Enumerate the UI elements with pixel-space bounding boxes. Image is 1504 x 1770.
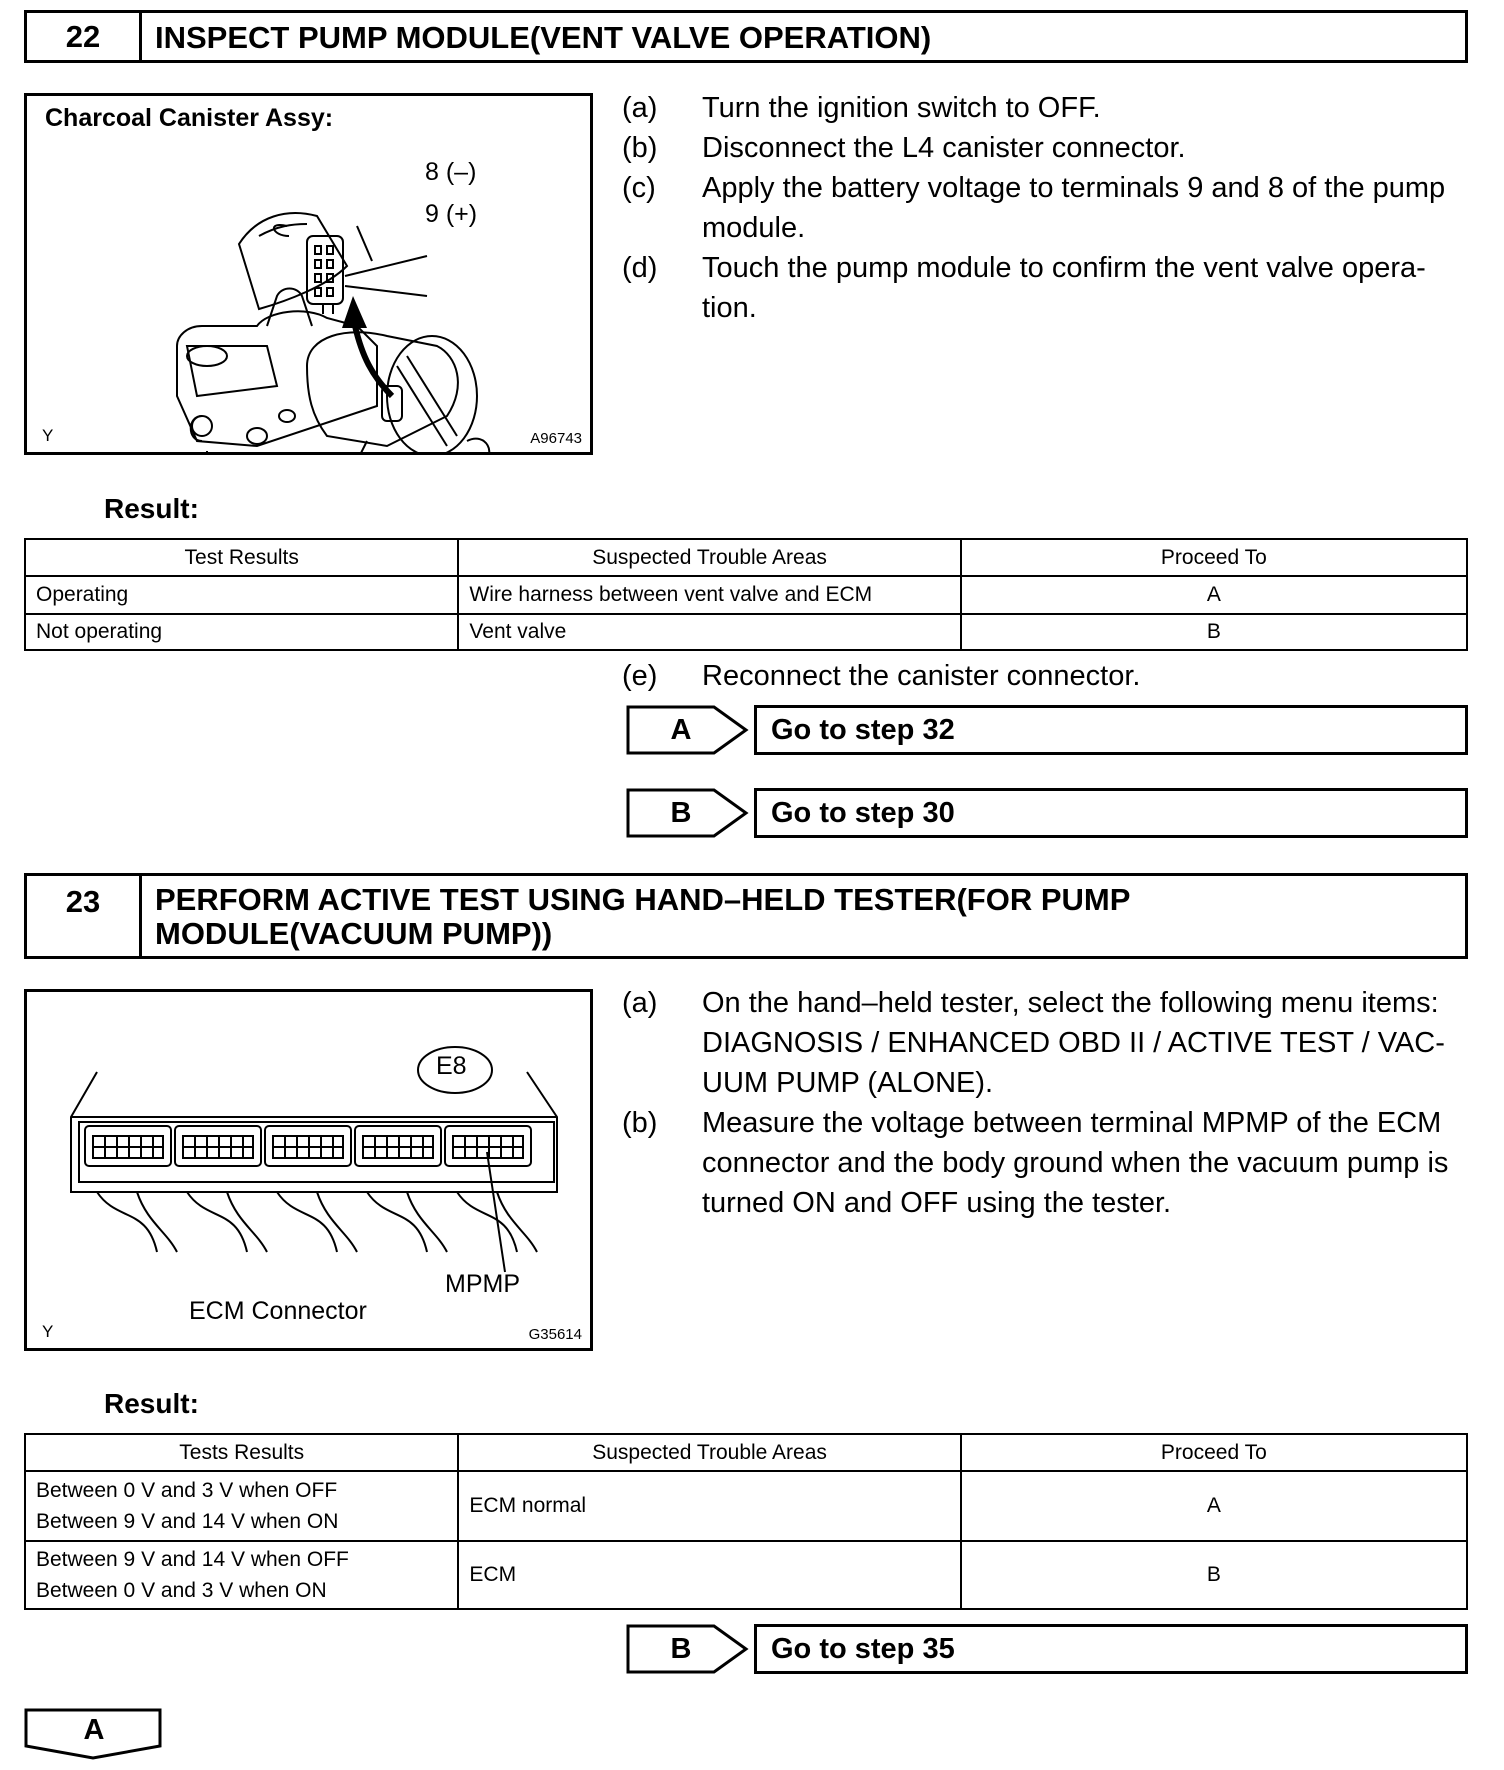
- table-cell: ECM: [458, 1541, 960, 1609]
- canister-illustration: [27, 96, 590, 452]
- instruction-label: (a): [622, 92, 658, 124]
- step-22-instructions: [622, 88, 1472, 328]
- table-cell: [25, 1541, 458, 1609]
- instruction-label: (b): [622, 132, 658, 164]
- step-title-line: MODULE(VACUUM PUMP)): [155, 916, 553, 951]
- table-row: [25, 1541, 1467, 1609]
- result-line: Between 0 V and 3 V when OFF: [36, 1479, 338, 1502]
- instruction-item: [622, 168, 1472, 248]
- goto-letter: B: [670, 796, 692, 829]
- instruction-item: [622, 248, 1472, 328]
- table-header: Suspected Trouble Areas: [458, 539, 960, 576]
- result-line: Between 0 V and 3 V when ON: [36, 1579, 327, 1602]
- table-header: Suspected Trouble Areas: [458, 1434, 960, 1471]
- step-number: 22: [27, 13, 142, 60]
- table-row: [25, 1471, 1467, 1541]
- step-22-final-instruction: [622, 656, 1472, 696]
- step-23-result-table: [24, 1433, 1468, 1610]
- terminal-label: MPMP: [445, 1270, 520, 1298]
- step-22-result-table: [24, 538, 1468, 651]
- continue-letter: A: [83, 1714, 105, 1746]
- instruction-item: [622, 983, 1472, 1103]
- table-cell: ECM normal: [458, 1471, 960, 1541]
- step-23-instructions: [622, 983, 1472, 1223]
- figure-code: A96743: [530, 430, 582, 447]
- step-title: INSPECT PUMP MODULE(VENT VALVE OPERATION): [155, 20, 932, 55]
- figure-corner-mark: Y: [42, 426, 54, 445]
- instruction-item: [622, 88, 1472, 128]
- goto-letter: A: [670, 713, 692, 746]
- table-cell: A: [961, 576, 1467, 614]
- result-line: Between 9 V and 14 V when ON: [36, 1510, 339, 1533]
- instruction-item: [622, 128, 1472, 168]
- table-cell: A: [961, 1471, 1467, 1541]
- instruction-item: [622, 1103, 1472, 1223]
- table-cell: Vent valve: [458, 614, 960, 650]
- figure-corner-mark: Y: [42, 1322, 54, 1341]
- instruction-text: Turn the ignition switch to OFF.: [702, 92, 1101, 124]
- goto-step-35[interactable]: [626, 1624, 1468, 1674]
- ecm-connector-figure: [24, 989, 593, 1351]
- step-title-line: PERFORM ACTIVE TEST USING HAND–HELD TESTER(FOR PUMP: [155, 882, 1131, 917]
- instruction-label: (e): [622, 660, 658, 692]
- connector-id: E8: [436, 1052, 467, 1080]
- table-row: [25, 576, 1467, 614]
- figure-title: Charcoal Canister Assy:: [45, 104, 334, 132]
- instruction-text: On the hand–held tester, select the following menu items: DIAGNOSIS / ENHANCED OBD II / ACTIVE TEST / VAC-UUM PUMP (ALONE).: [702, 987, 1445, 1099]
- table-cell: Not operating: [25, 614, 458, 650]
- table-header-row: [25, 1434, 1467, 1471]
- goto-text: Go to step 30: [754, 788, 1468, 838]
- instruction-label: (b): [622, 1107, 658, 1139]
- goto-step-30[interactable]: [626, 788, 1468, 838]
- goto-letter: B: [670, 1632, 692, 1665]
- instruction-text: Measure the voltage between terminal MPMP of the ECM connector and the body ground when the vacuum pump is turned ON and OFF using the tester.: [702, 1107, 1449, 1219]
- table-cell: Operating: [25, 576, 458, 614]
- terminal-8-label: 8 (–): [425, 158, 477, 186]
- table-header: Test Results: [25, 539, 458, 576]
- table-cell: [25, 1471, 458, 1541]
- instruction-text: Apply the battery voltage to terminals 9 and 8 of the pump module.: [702, 172, 1446, 244]
- figure-code: G35614: [528, 1326, 582, 1343]
- table-cell: B: [961, 1541, 1467, 1609]
- figure-caption: ECM Connector: [189, 1297, 367, 1325]
- instruction-label: (d): [622, 252, 658, 284]
- instruction-label: (c): [622, 172, 656, 204]
- table-header: Proceed To: [961, 539, 1467, 576]
- instruction-text: Disconnect the L4 canister connector.: [702, 132, 1186, 164]
- step-number: 23: [27, 876, 142, 956]
- goto-text: Go to step 35: [754, 1624, 1468, 1674]
- step-23-header: [24, 873, 1468, 959]
- result-label: Result:: [104, 1388, 199, 1419]
- table-cell: B: [961, 614, 1467, 650]
- continue-a-marker[interactable]: [24, 1708, 164, 1760]
- result-line: Between 9 V and 14 V when OFF: [36, 1548, 349, 1571]
- charcoal-canister-figure: [24, 93, 593, 455]
- instruction-text: Reconnect the canister connector.: [702, 660, 1141, 692]
- table-cell: Wire harness between vent valve and ECM: [458, 576, 960, 614]
- result-label: Result:: [104, 493, 199, 524]
- table-header: Tests Results: [25, 1434, 458, 1471]
- goto-step-32[interactable]: [626, 705, 1468, 755]
- terminal-9-label: 9 (+): [425, 200, 478, 228]
- step-title: [155, 883, 1455, 951]
- instruction-text: Touch the pump module to confirm the vent valve opera-tion.: [702, 252, 1426, 324]
- instruction-item: [622, 656, 1472, 696]
- table-header-row: [25, 539, 1467, 576]
- table-row: [25, 614, 1467, 650]
- goto-text: Go to step 32: [754, 705, 1468, 755]
- table-header: Proceed To: [961, 1434, 1467, 1471]
- step-22-header: [24, 10, 1468, 63]
- instruction-label: (a): [622, 987, 658, 1019]
